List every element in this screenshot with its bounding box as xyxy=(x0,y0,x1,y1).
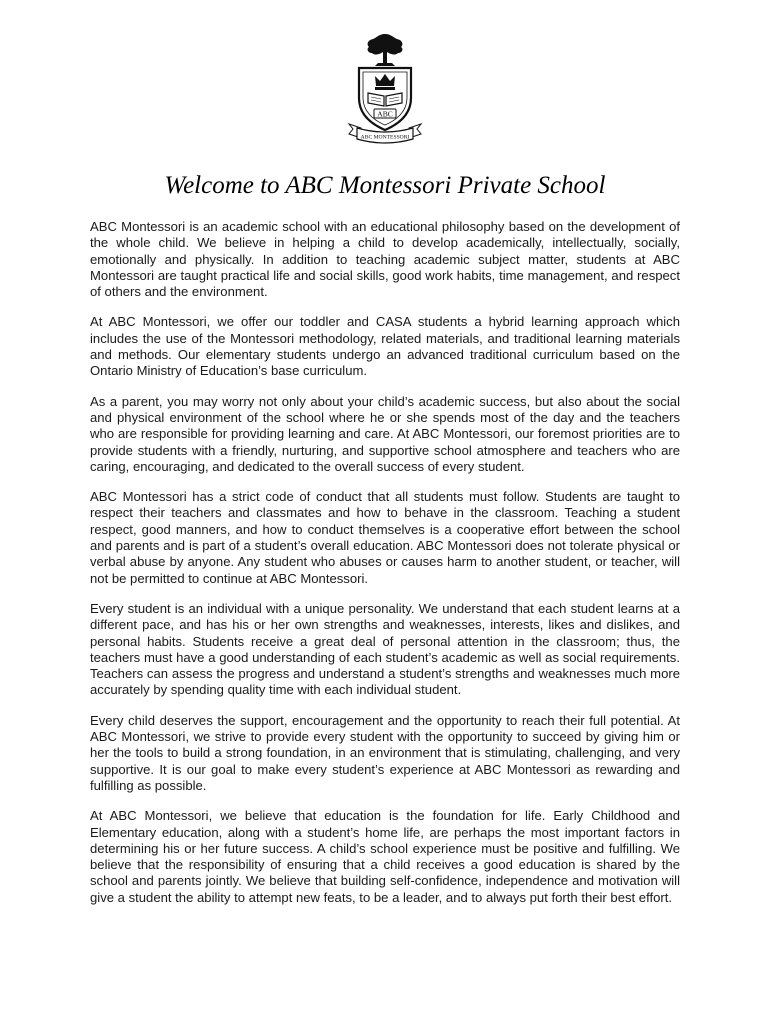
crest-abc-text: ABC xyxy=(377,109,393,119)
paragraph-parent-concerns: As a parent, you may worry not only about your child’s academic success, but also about the social and physical environment of the school where he or she spends most of the day and the teachers who are responsible for providing learning and care. At ABC Montessori, our foremost priorities are to provide students with a friendly, nurturing, and supportive school atmosphere and teachers who are caring, encouraging, and dedicated to the overall success of every student. xyxy=(90,393,680,474)
tree-icon xyxy=(368,34,403,66)
paragraph-individuality: Every student is an individual with a unique personality. We understand that each student learns at a different pace, and has his or her own strengths and weaknesses, interests, likes and dislikes, and personal habits. Students receive a great deal of personal attention in the classroom; thus, the teachers must have a good understanding of each student’s academic as well as social requirements. Teachers can assess the progress and understand a student’s strengths and weaknesses much more accurately by spending quality time with each individual student. xyxy=(90,600,680,698)
body-text xyxy=(90,219,680,920)
paragraph-foundation: At ABC Montessori, we believe that education is the foundation for life. Early Childhood and Elementary education, along with a student’s home life, are perhaps the most important factors in determining his or her future success. A child’s school experience must be positive and fulfilling. We believe that the responsibility of ensuring that a child receives a good education is shared by the school and parents jointly. We believe that building self-confidence, independence and motivation will give a student the ability to attempt new feats, to be a leader, and to always put forth their best effort. xyxy=(90,808,680,905)
crest-abc-banner xyxy=(374,109,396,119)
crest-motto-text: ABC MONTESSORI xyxy=(360,134,410,141)
paragraph-learning-approach: At ABC Montessori, we offer our toddler and CASA students a hybrid learning approach which includes the use of the Montessori methodology, related materials, and traditional learning materials and methods. Our elementary students undergo an advanced traditional curriculum based on the Ontario Ministry of Education’s base curriculum. xyxy=(90,314,680,379)
paragraph-code-of-conduct: ABC Montessori has a strict code of conduct that all students must follow. Students are taught to respect their teachers and classmates and how to behave in the classroom. Teaching a student respect, good manners, and how to conduct themselves is a cooperative effort between the school and parents and is part of a student’s overall education. ABC Montessori does not tolerate physical or verbal abuse by anyone. Any student who abuses or causes harm to another student, or teacher, will not be permitted to continue at ABC Montessori. xyxy=(90,489,680,586)
school-crest-logo xyxy=(335,30,435,145)
page-title: Welcome to ABC Montessori Private School xyxy=(164,172,606,199)
paragraph-philosophy: ABC Montessori is an academic school with an educational philosophy based on the development of the whole child. We believe in helping a child to develop academically, intellectually, socially, emotionally and physically. In addition to teaching academic subject matter, students at ABC Montessori are taught practical life and social skills, good work habits, time management, and respect of others and the environment. xyxy=(90,219,680,300)
paragraph-potential: Every child deserves the support, encouragement and the opportunity to reach their full potential. At ABC Montessori, we strive to provide every student with the opportunity to succeed by giving him or her the tools to build a strong foundation, in an environment that is stimulating, challenging, and very supportive. It is our goal to make every student’s experience at ABC Montessori as rewarding and fulfilling as possible. xyxy=(90,712,680,793)
